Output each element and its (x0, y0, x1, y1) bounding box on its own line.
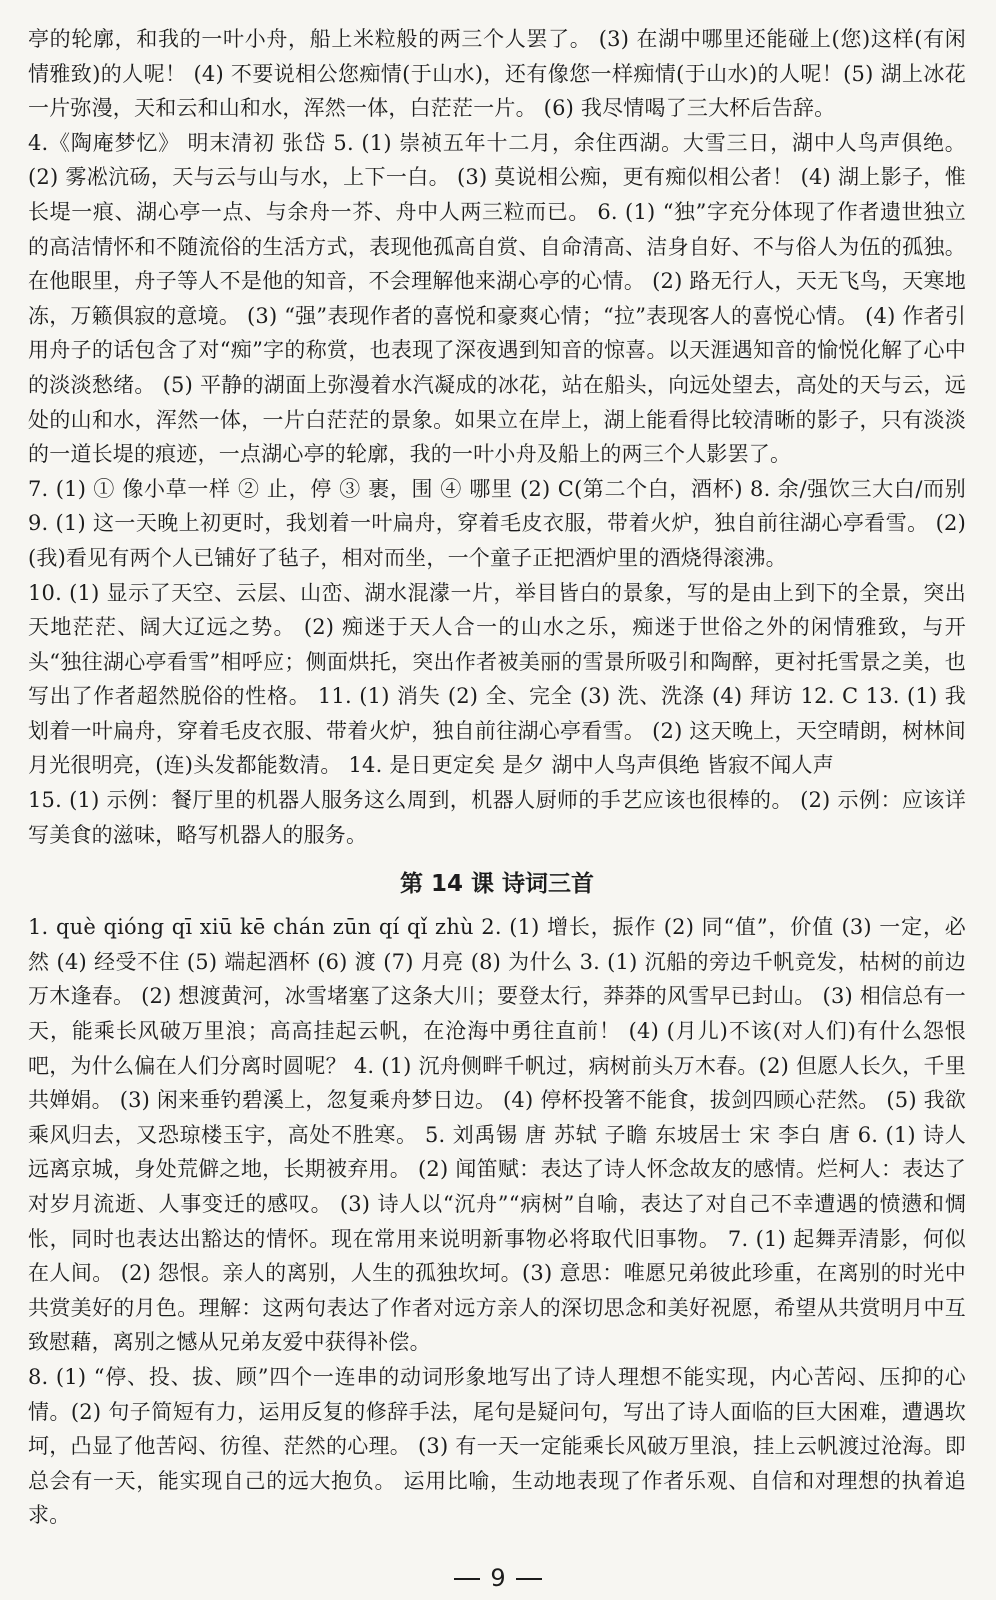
lesson-13-answers (28, 22, 966, 852)
page-number (0, 1564, 996, 1592)
dash-left (454, 1578, 480, 1580)
answer-paragraph: 1. què qióng qī xiū kē chán zūn qí qǐ zhù 2. (1) 增长，振作 (2) 同“值”，价值 (3) 一定，必然 (4) 经受不住 (5) 端起酒杯 (6) 渡 (7) 月亮 (8) 为什么 3. (1) 沉船的旁边千帆竞发，枯树的前边万木逢春。 (2) 想渡黄河，冰雪堵塞了这条大川；要登太行，莽莽的风雪早已封山。 (3) 相信总有一天，能乘长风破万里浪；高高挂起云帆，在沧海中勇往直前！ (4) (月儿)不该(对人们)有什么怨恨吧，为什么偏在人们分离时圆呢？ 4. (1) 沉舟侧畔千帆过，病树前头万木春。(2) 但愿人长久，千里共婵娟。 (3) 闲来垂钓碧溪上，忽复乘舟梦日边。 (4) 停杯投箸不能食，拔剑四顾心茫然。 (5) 我欲乘风归去，又恐琼楼玉宇，高处不胜寒。 5. 刘禹锡 唐 苏轼 子瞻 东坡居士 宋 李白 唐 6. (1) 诗人远离京城，身处荒僻之地，长期被弃用。 (2) 闻笛赋：表达了诗人怀念故友的感情。烂柯人：表达了对岁月流逝、人事变迁的感叹。 (3) 诗人以“沉舟”“病树”自喻，表达了对自己不幸遭遇的愤懑和惆怅，同时也表达出豁达的情怀。现在常用来说明新事物必将取代旧事物。 7. (1) 起舞弄清影，何似在人间。 (2) 怨恨。亲人的离别，人生的孤独坎坷。(3) 意思：唯愿兄弟彼此珍重，在离别的时光中共赏美好的月色。理解：这两句表达了作者对远方亲人的深切思念和美好祝愿，希望从共赏明月中互致慰藉，离别之憾从兄弟友爱中获得补偿。 (28, 915, 966, 1355)
answer-paragraph: 亭的轮廓，和我的一叶小舟，船上米粒般的两三个人罢了。 (3) 在湖中哪里还能碰上(您)这样(有闲情雅致)的人呢！ (4) 不要说相公您痴情(于山水)，还有像您一样痴情(于山水)的人呢！(5) 湖上冰花一片弥漫，天和云和山和水，浑然一体，白茫茫一片。 (6) 我尽情喝了三大杯后告辞。 (28, 27, 966, 121)
answer-paragraph: 7. (1) ① 像小草一样 ② 止，停 ③ 裹，围 ④ 哪里 (2) C(第二个白，酒杯) 8. 余/强饮三大白/而别 9. (1) 这一天晚上初更时，我划着一叶扁舟，穿着毛皮衣服，带着火炉，独自前往湖心亭看雪。 (2) (我)看见有两个人已铺好了毡子，相对而坐，一个童子正把酒炉里的酒烧得滚沸。 (28, 476, 966, 570)
dash-right (516, 1578, 542, 1580)
answer-paragraph: 8. (1) “停、投、拔、顾”四个一连串的动词形象地写出了诗人理想不能实现，内心苦闷、压抑的心情。(2) 句子简短有力，运用反复的修辞手法，尾句是疑问句，写出了诗人面临的巨大困难，遭遇坎坷，凸显了他苦闷、彷徨、茫然的心理。 (3) 有一天一定能乘长风破万里浪，挂上云帆渡过沧海。即总会有一天，能实现自己的远大抱负。 运用比喻，生动地表现了作者乐观、自信和对理想的执着追求。 (28, 1364, 966, 1528)
answer-paragraph: 10. (1) 显示了天空、云层、山峦、湖水混濛一片，举目皆白的景象，写的是由上到下的全景，突出天地茫茫、阔大辽远之势。 (2) 痴迷于天人合一的山水之乐，痴迷于世俗之外的闲情雅致，与开头“独往湖心亭看雪”相呼应；侧面烘托，突出作者被美丽的雪景所吸引和陶醉，更衬托雪景之美，也写出了作者超然脱俗的性格。 11. (1) 消失 (2) 全、完全 (3) 洗、洗涤 (4) 拜访 12. C 13. (1) 我划着一叶扁舟，穿着毛皮衣服、带着火炉，独自前往湖心亭看雪。 (2) 这天晚上，天空晴朗，树林间月光很明亮，(连)头发都能数清。 14. 是日更定矣 是夕 湖中人鸟声俱绝 皆寂不闻人声 (28, 580, 966, 778)
lesson-14-answers (28, 910, 966, 1533)
page-number-value: 9 (490, 1564, 506, 1592)
answer-paragraph: 15. (1) 示例：餐厅里的机器人服务这么周到，机器人厨师的手艺应该也很棒的。 (2) 示例：应该详写美食的滋味，略写机器人的服务。 (28, 788, 966, 847)
section-title: 第 14 课 诗词三首 (399, 871, 595, 898)
answer-paragraph: 4.《陶庵梦忆》 明末清初 张岱 5. (1) 崇祯五年十二月，余住西湖。大雪三日，湖中人鸟声俱绝。(2) 雾凇沆砀，天与云与山与水，上下一白。 (3) 莫说相公痴，更有痴似相公者！ (4) 湖上影子，惟长堤一痕、湖心亭一点、与余舟一芥、舟中人两三粒而已。 6. (1) “独”字充分体现了作者遗世独立的高洁情怀和不随流俗的生活方式，表现他孤高自赏、自命清高、洁身自好、不与俗人为伍的孤独。在他眼里，舟子等人不是他的知音，不会理解他来湖心亭的心情。 (2) 路无行人，天无飞鸟，天寒地冻，万籁俱寂的意境。 (3) “强”表现作者的喜悦和豪爽心情；“拉”表现客人的喜悦心情。 (4) 作者引用舟子的话包含了对“痴”字的称赏，也表现了深夜遇到知音的惊喜。以天涯遇知音的愉悦化解了心中的淡淡愁绪。 (5) 平静的湖面上弥漫着水汽凝成的冰花，站在船头，向远处望去，高处的天与云，远处的山和水，浑然一体，一片白茫茫的景象。如果立在岸上，湖上能看得比较清晰的影子，只有淡淡的一道长堤的痕迹，一点湖心亭的轮廓，我的一叶小舟及船上的两三个人影罢了。 (28, 130, 966, 467)
